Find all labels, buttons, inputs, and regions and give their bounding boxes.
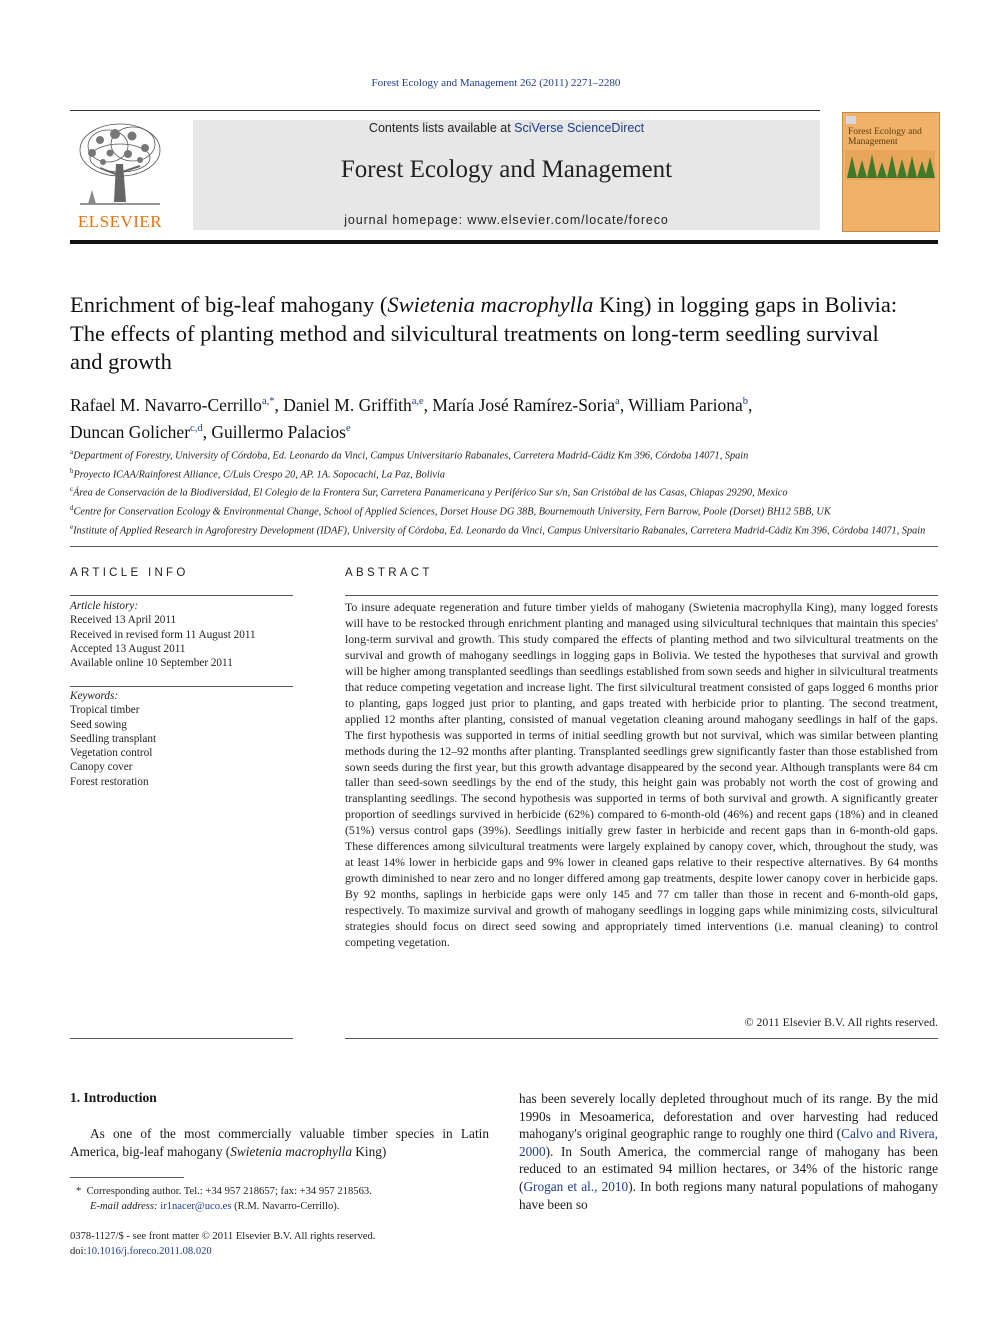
header-top-rule	[70, 110, 820, 111]
footnote-rule	[70, 1177, 184, 1178]
author-affil-mark[interactable]: c,d	[190, 422, 203, 434]
affiliation-item: $^e$Institute of Applied Research in Agroforestry Development (IDAF), University of Córdoba, Ed. Leonardo da Vinci, Campus Universitario Rabanales, Carretera Madrid-Cádiz Km 396, Córdoba 14071, Spain	[70, 522, 926, 537]
article-history	[70, 599, 300, 670]
author-affil-mark[interactable]: e	[345, 422, 351, 434]
reference-link[interactable]: Grogan et al., 2010	[523, 1178, 629, 1194]
article-title: Enrichment of big-leaf mahogany (Swietenia macrophylla King) in logging gaps in Bolivia: The effects of planting method and silvicultural treatments on long-term seedling survival and growth	[70, 292, 898, 374]
keyword-item: Seed sowing	[70, 718, 127, 731]
section-divider	[70, 546, 938, 547]
abstract-heading: ABSTRACT	[345, 567, 433, 579]
author[interactable]: Daniel M. Griffith	[283, 394, 412, 415]
keywords-rule	[70, 686, 293, 687]
doi-line: doi:10.1016/j.foreco.2011.08.020	[70, 1246, 212, 1257]
history-item: Available online 10 September 2011	[70, 657, 233, 670]
corresponding-author-note: * Corresponding author. Tel.: +34 957 218657; fax: +34 957 218563.	[76, 1186, 372, 1197]
keywords	[70, 689, 300, 789]
article-info-bottom-rule	[70, 1038, 293, 1039]
journal-homepage[interactable]: journal homepage: www.elsevier.com/locate/foreco	[344, 213, 669, 227]
affiliation-item: $^d$Centre for Conservation Ecology & Environmental Change, School of Applied Sciences, Dorset House DG 38B, Bournemouth University, Fern Barrow, Poole (Dorset) BH12 5BB, UK	[70, 504, 831, 518]
journal-title: Forest Ecology and Management	[340, 156, 673, 183]
history-item: Accepted 13 August 2011	[70, 642, 186, 655]
header-bottom-rule	[70, 240, 938, 244]
affiliation-item: $^a$Department of Forestry, University of Córdoba, Ed. Leonardo da Vinci, Campus Universitario Rabanales, Carretera Madrid-Cádiz Km 396, Córdoba 14071, Spain	[70, 448, 749, 462]
contents-prefix: Contents lists available at	[368, 121, 515, 135]
keyword-item: Canopy cover	[70, 761, 133, 774]
elsevier-wordmark: ELSEVIER	[77, 212, 163, 231]
affiliation-item: $^c$Área de Conservación de la Biodiversidad, El Colegio de la Frontera Sur, Carretera Panamericana y Periférico Sur s/n, San Cristóbal de las Casas, Chiapas 29290, Mexico	[70, 485, 788, 499]
article-info-heading: ARTICLE INFO	[70, 567, 189, 579]
author[interactable]: William Pariona	[628, 394, 743, 415]
cover-mini-logo	[846, 116, 856, 124]
author-affil-mark[interactable]: a,*	[261, 396, 275, 407]
keyword-item: Forest restoration	[70, 775, 149, 788]
reference-link[interactable]: Calvo and Rivera, 2000	[519, 1126, 938, 1159]
affiliation-item: $^b$Proyecto ICAA/Rainforest Alliance, C/Luis Crespo 20, AP. 1A. Sopocachi, La Paz, Bolivia	[70, 466, 446, 481]
elsevier-tree-logo	[70, 120, 170, 212]
doi-link[interactable]: 10.1016/j.foreco.2011.08.020	[86, 1246, 212, 1257]
title-species: Swietenia macrophylla	[387, 292, 594, 317]
author-affil-mark[interactable]: a,e	[411, 396, 424, 407]
article-info-rule	[70, 595, 293, 596]
email-note: E-mail address: ir1nacer@uco.es (R.M. Navarro-Cerrillo).	[90, 1201, 340, 1212]
abstract-body: To insure adequate regeneration and future timber yields of mahogany (Swietenia macrophylla King), many logged forests will have to be restocked through enrichment planting and managed using silvicultural techniques that maintain this species' long-term survival and growth. This study compared the effects of planting method and two silvicultural treatments on the survival and growth of mahogany seedlings in logging gaps in Bolivia. We tested the hypotheses that survival and growth will be higher among transplanted seedlings than seedlings established from sown seeds and higher in silvicultural treatments that reduce competing vegetation and increase light. The first silvicultural treatment consisted of gaps logged 6 months prior to planting, gaps logged just prior to planting, and gaps treated with herbicide prior to planting. The second treatment, applied 12 months after planting, consisted of manual vegetation cleaning around mahogany seedlings in half of the gaps. The first hypothesis was supported in terms of initial seedling growth but not survival, which was similar between planting methods during the 12–92 months after planting. Transplanted seedlings grew significantly faster than those established from sown seeds during the first year, but this growth advantage disappeared by the second year. Although transplants were 84 cm taller than seed-sown seedlings by the end of the study, this height gain was probably not worth the cost of growing and transplanting seedlings. The second hypothesis was supported in terms of both survival and growth. A significantly greater proportion of seedlings survived in herbicide (62%) compared to 6-month-old (46%) and recent gaps (18%) and in cleaned (51%) versus control gaps (39%). Seedlings initially grew faster in herbicide and recent gaps than in 6-month-old gaps. These differences among silvicultural treatments were largely explained by canopy cover, which, throughout the study, was at least 14% lower in herbicide gaps and 9% lower in cleaned gaps relative to their respective alternatives. By 64 months growth diminished to near zero and no longer differed among gap treatments, despite lower canopy cover in herbicide gaps. By 92 months, saplings in herbicide gaps were only 145 and 77 cm taller than those in recent and 6-month-old gaps, respectively. To maximize survival and growth of mahogany seedlings in logging gaps while minimizing costs, silvicultural strategies should focus on direct seed sowing and appropriately timed interventions (i.e. manual cleaning) to control competing vegetation.	[345, 600, 938, 950]
author[interactable]: Duncan Golicher	[70, 421, 191, 442]
sciencedirect-link[interactable]: SciVerse ScienceDirect	[514, 121, 645, 135]
journal-citation[interactable]: Forest Ecology and Management 262 (2011) 2271–2280	[371, 77, 621, 89]
contents-line	[193, 121, 820, 135]
intro-column-2: has been severely locally depleted throughout much of its range. By the mid 1990s in Mesoamerica, deforestation and over harvesting had reduced mahogany's original geographic range to roughly one third (Calvo and Rivera, 2000). In South America, the commercial range of mahogany has been reduced to an estimated 94 million hectares, or 34% of the historic range (Grogan et al., 2010). In both regions many natural populations of mahogany have been so	[519, 1091, 938, 1212]
keyword-item: Tropical timber	[70, 704, 140, 717]
introduction-heading: 1. Introduction	[70, 1090, 157, 1105]
footnote-star: *	[76, 1186, 87, 1197]
author-list: Rafael M. Navarro-Cerrillo$^{a,*}$, Daniel M. Griffith$^{a,e}$, María José Ramírez-Soria$^a$, William Pariona$^b$, Duncan Golicher$^{c,d}$, Guillermo Palacios$^e$	[70, 394, 753, 442]
author[interactable]: Rafael M. Navarro-Cerrillo	[70, 394, 262, 415]
keywords-label: Keywords:	[70, 690, 119, 702]
keyword-item: Vegetation control	[70, 747, 153, 760]
issn-line: 0378-1127/$ - see front matter © 2011 Elsevier B.V. All rights reserved.	[70, 1231, 376, 1242]
article-history-label: Article history:	[70, 600, 139, 612]
abstract-bottom-rule	[345, 1038, 938, 1039]
affiliations	[70, 445, 940, 539]
cover-forest-image	[845, 150, 935, 180]
keyword-item: Seedling transplant	[70, 732, 157, 745]
author[interactable]: Guillermo Palacios	[211, 421, 346, 442]
abstract-copyright: © 2011 Elsevier B.V. All rights reserved.	[744, 1015, 938, 1029]
abstract-rule	[345, 595, 938, 596]
email-link[interactable]: ir1nacer@uco.es	[160, 1201, 232, 1212]
cover-title: Forest Ecology and Management	[848, 127, 922, 147]
history-item: Received 13 April 2011	[70, 614, 177, 627]
history-item: Received in revised form 11 August 2011	[70, 628, 256, 641]
author[interactable]: María José Ramírez-Soria	[432, 394, 616, 415]
author-affil-mark[interactable]: a	[615, 396, 620, 407]
author-affil-mark[interactable]: b	[742, 396, 748, 407]
intro-column-1: As one of the most commercially valuable timber species in Latin America, big-leaf mahogany (Swietenia macrophylla King)	[70, 1126, 489, 1159]
